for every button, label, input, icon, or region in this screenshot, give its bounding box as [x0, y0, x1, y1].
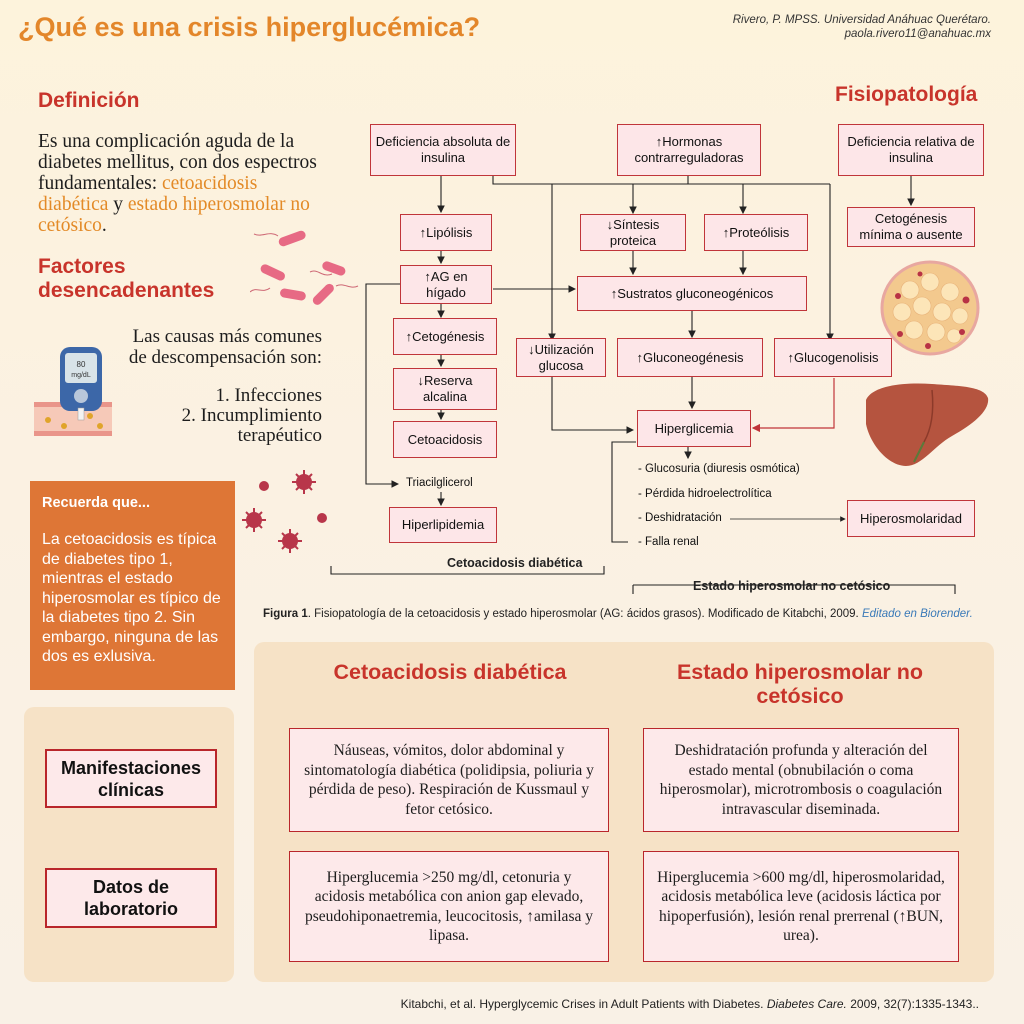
definition-connector: y [108, 194, 128, 215]
reference-journal: Diabetes Care. [766, 997, 847, 1011]
dka-laboratory-data: Hiperglucemia >250 mg/dl, cetonuria y acidosis metabólica con anion gap elevado, pseudohiponaetremia, leucocitosis, ↑amilasa y lipasa. [289, 851, 609, 962]
causes-intro: Las causas más comunes de descompensación son: [128, 326, 322, 368]
box-fatty-acids-liver: ↑AG en hígado [400, 265, 492, 304]
caption-figure-number: Figura 1 [263, 608, 308, 620]
glucometer-value: 80 [76, 360, 86, 369]
glucometer-unit: mg/dL [71, 372, 91, 379]
box-counterregulatory-hormones: ↑Hormonas contrarreguladoras [617, 124, 761, 176]
hhs-laboratory-data: Hiperglucemia >600 mg/dl, hiperosmolaridad, acidosis metabólica leve (acidosis láctica por hipoperfusión), lesión renal prerrenal (↑BUN, urea). [643, 851, 959, 962]
cause-noncompliance: 2. Incumplimiento terapéutico [181, 405, 322, 446]
box-gluconeogenesis: ↑Gluconeogénesis [617, 338, 763, 377]
box-absolute-insulin-deficiency: Deficiencia absoluta de insulina [370, 124, 516, 176]
caption-biorender-link[interactable]: Editado en Biorender. [861, 608, 973, 620]
author-name: Rivero, P. MPSS. Universidad Anáhuac Querétaro. [732, 14, 991, 26]
box-minimal-ketogenesis: Cetogénesis mínima o ausente [847, 207, 975, 247]
factors-title-line1: Factores [38, 255, 126, 278]
box-hyperlipidemia: Hiperlipidemia [389, 507, 497, 543]
box-ketogenesis: ↑Cetogénesis [393, 318, 497, 355]
effect-glucosuria: - Glucosuria (diuresis osmótica) [638, 463, 800, 475]
adipose-tissue-icon [880, 260, 980, 356]
definition-highlight-eh: estado hiperosmolar no cetósico [38, 194, 310, 236]
bracket-label-hhs: Estado hiperosmolar no cetósico [693, 579, 891, 593]
cause-infections: 1. Infecciones [215, 385, 322, 406]
dka-clinical-manifestations: Náuseas, vómitos, dolor abdominal y sintomatología diabética (polidipsia, poliuria y pérdida de peso). Respiración de Kussmaul y fetor cetósico. [289, 728, 609, 832]
column-title-dka: Cetoacidosis diabética [333, 660, 567, 684]
column-title-hhs: Estado hiperosmolar no cetósico [676, 660, 924, 708]
box-ketoacidosis: Cetoacidosis [393, 421, 497, 458]
reference-details: 2009, 32(7):1335-1343.. [846, 997, 979, 1011]
pathophysiology-title: Fisiopatología [835, 83, 978, 106]
box-relative-insulin-deficiency: Deficiencia relativa de insulina [838, 124, 984, 176]
definition-title: Definición [38, 89, 140, 112]
box-glucose-utilization: ↓Utilización glucosa [516, 338, 606, 377]
effect-renal-failure: - Falla renal [638, 536, 699, 548]
factors-title-line2: desencadenantes [38, 279, 215, 302]
page-title: ¿Qué es una crisis hiperglucémica? [18, 12, 481, 42]
author-email: paola.rivero11@anahuac.mx [844, 28, 991, 40]
label-triacylglycerol: Triacilglicerol [406, 477, 473, 489]
reference-text: Kitabchi, et al. Hyperglycemic Crises in Adult Patients with Diabetes. [400, 997, 767, 1011]
box-lipolysis: ↑Lipólisis [400, 214, 492, 251]
box-gluconeogenic-substrates: ↑Sustratos gluconeogénicos [577, 276, 807, 311]
reminder-title: Recuerda que... [42, 495, 150, 511]
reference-citation [401, 997, 979, 1011]
box-hyperosmolarity: Hiperosmolaridad [847, 500, 975, 537]
reminder-body: La cetoacidosis es típica de diabetes tipo 1, mientras el estado hiperosmolar es típico de la diabetes tipo 2. Sin embargo, ninguna de las dos es exlusiva. [42, 531, 221, 665]
box-glycogenolysis: ↑Glucogenolisis [774, 338, 892, 377]
definition-text-end: . [101, 215, 107, 236]
bracket-label-dka: Cetoacidosis diabética [447, 556, 583, 570]
box-protein-synthesis: ↓Síntesis proteica [580, 214, 686, 251]
box-alkaline-reserve: ↓Reserva alcalina [393, 368, 497, 410]
effect-electrolyte-loss: - Pérdida hidroelectrolítica [638, 488, 772, 500]
definition-highlight-cad: cetoacidosis diabética [38, 173, 258, 215]
box-proteolysis: ↑Proteólisis [704, 214, 808, 251]
figure-caption [263, 608, 973, 620]
row-label-clinical: Manifestaciones clínicas [45, 749, 217, 808]
definition-text-start: Es una complicación aguda de la diabetes mellitus, con dos espectros fundamentales: [38, 131, 317, 194]
liver-icon [862, 380, 992, 475]
row-label-laboratory: Datos de laboratorio [45, 868, 217, 928]
effect-dehydration: - Deshidratación [638, 512, 722, 524]
hhs-clinical-manifestations: Deshidratación profunda y alteración del estado mental (obnubilación o coma hiperosmolar), microtrombosis o coagulación intravascular diseminada. [643, 728, 959, 832]
box-hyperglycemia: Hiperglicemia [637, 410, 751, 447]
caption-text: . Fisiopatología de la cetoacidosis y estado hiperosmolar (AG: ácidos grasos). Modificado de Kitabchi, 2009. [307, 608, 862, 620]
